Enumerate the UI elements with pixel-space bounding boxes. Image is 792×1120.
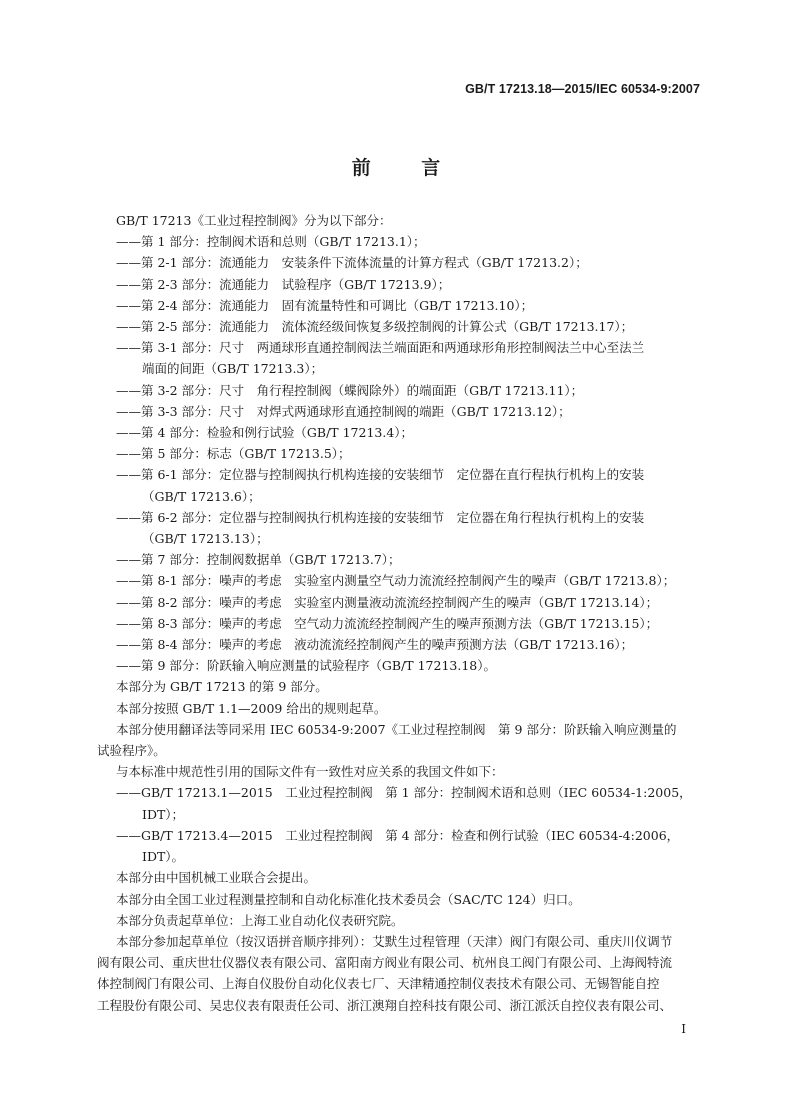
paragraph-line: ——第 2-5 部分：流通能力 流体流经级间恢复多级控制阀的计算公式（GB/T 17213.17）； xyxy=(116,319,634,335)
paragraph-line: ——第 5 部分：标志（GB/T 17213.5）； xyxy=(116,446,351,462)
paragraph-line: ——GB/T 17213.4—2015 工业过程控制阀 第 4 部分：检查和例行试验（IEC 60534-4:2006， xyxy=(116,827,680,843)
paragraph-line: ——第 4 部分：检验和例行试验（GB/T 17213.4）； xyxy=(116,425,414,441)
paragraph-line: 阀有限公司、重庆世壮仪器仪表有限公司、富阳南方阀业有限公司、杭州良工阀门有限公司、上海阀特流 xyxy=(97,955,673,971)
paragraph-line: 本部分由中国机械工业联合会提出。 xyxy=(116,870,317,886)
paragraph-line: （GB/T 17213.13）； xyxy=(142,531,269,547)
paragraph-line: ——第 9 部分：阶跃输入响应测量的试验程序（GB/T 17213.18）。 xyxy=(116,658,496,674)
paragraph-line: IDT）； xyxy=(142,806,185,822)
paragraph-line: 本部分为 GB/T 17213 的第 9 部分。 xyxy=(116,679,328,695)
paragraph-line: 工程股份有限公司、吴忠仪表有限责任公司、浙江澳翔自控科技有限公司、浙江派沃自控仪表有限公司、 xyxy=(97,997,673,1013)
paragraph-line: ——第 3-1 部分：尺寸 两通球形直通控制阀法兰端面距和两通球形角形控制阀法兰中心至法兰 xyxy=(116,340,645,356)
paragraph-line: ——第 8-3 部分：噪声的考虑 空气动力流流经控制阀产生的噪声预测方法（GB/T 17213.15）； xyxy=(116,615,659,631)
paragraph-line: ——第 3-3 部分：尺寸 对焊式两通球形直通控制阀的端距（GB/T 17213.12）； xyxy=(116,403,571,419)
paragraph-line: 本部分参加起草单位（按汉语拼音顺序排列）：艾默生过程管理（天津）阀门有限公司、重庆川仪调节 xyxy=(116,933,673,949)
paragraph-line: 本部分由全国工业过程测量控制和自动化标准化技术委员会（SAC/TC 124）归口。 xyxy=(116,891,581,907)
paragraph-line: ——第 8-1 部分：噪声的考虑 实验室内测量空气动力流流经控制阀产生的噪声（GB/T 17213.8）； xyxy=(116,573,676,589)
paragraph-line: 本部分使用翻译法等同采用 IEC 60534-9:2007《工业过程控制阀 第 9 部分：阶跃输入响应测量的 xyxy=(116,721,677,737)
paragraph-line: ——第 2-1 部分：流通能力 安装条件下流体流量的计算方程式（GB/T 17213.2）； xyxy=(116,255,588,271)
paragraph-line: ——第 1 部分：控制阀术语和总则（GB/T 17213.1）； xyxy=(116,234,426,250)
paragraph-line: ——第 2-4 部分：流通能力 固有流量特性和可调比（GB/T 17213.10）； xyxy=(116,297,534,313)
page-number: I xyxy=(681,1022,686,1036)
paragraph-line: 本部分按照 GB/T 1.1—2009 给出的规则起草。 xyxy=(116,700,387,716)
paragraph-line: 体控制阀门有限公司、上海自仪股份自动化仪表七厂、天津精通控制仪表技术有限公司、无锡智能自控 xyxy=(97,976,660,992)
document-header: GB/T 17213.18—2015/IEC 60534-9:2007 xyxy=(465,82,700,96)
paragraph-line: （GB/T 17213.6）； xyxy=(142,488,261,504)
paragraph-line: 本部分负责起草单位：上海工业自动化仪表研究院。 xyxy=(116,912,404,928)
paragraph-line: ——第 3-2 部分：尺寸 角行程控制阀（蝶阀除外）的端面距（GB/T 17213.11）； xyxy=(116,382,584,398)
paragraph-line: 试验程序》。 xyxy=(97,743,166,759)
paragraph-line: ——第 8-4 部分：噪声的考虑 液动流流经控制阀产生的噪声预测方法（GB/T 17213.16）； xyxy=(116,637,634,653)
page-title: 前 言 xyxy=(351,157,463,179)
paragraph-line: ——第 2-3 部分：流通能力 试验程序（GB/T 17213.9）； xyxy=(116,276,451,292)
paragraph-line: 端面的间距（GB/T 17213.3）； xyxy=(142,361,324,377)
paragraph-line: ——第 7 部分：控制阀数据单（GB/T 17213.7）； xyxy=(116,552,401,568)
paragraph-line: 与本标准中规范性引用的国际文件有一致性对应关系的我国文件如下： xyxy=(116,764,504,780)
foreword-body xyxy=(97,210,702,1016)
paragraph-line: GB/T 17213《工业过程控制阀》分为以下部分： xyxy=(116,213,392,228)
paragraph-line: IDT）。 xyxy=(142,849,185,865)
paragraph-line: ——第 8-2 部分：噪声的考虑 实验室内测量液动流流经控制阀产生的噪声（GB/T 17213.14）； xyxy=(116,594,659,610)
paragraph-line: ——第 6-2 部分：定位器与控制阀执行机构连接的安装细节 定位器在角行程执行机构上的安装 xyxy=(116,509,645,525)
paragraph-line: ——GB/T 17213.1—2015 工业过程控制阀 第 1 部分：控制阀术语和总则（IEC 60534-1:2005， xyxy=(116,785,692,801)
paragraph-line: ——第 6-1 部分：定位器与控制阀执行机构连接的安装细节 定位器在直行程执行机构上的安装 xyxy=(116,467,645,483)
